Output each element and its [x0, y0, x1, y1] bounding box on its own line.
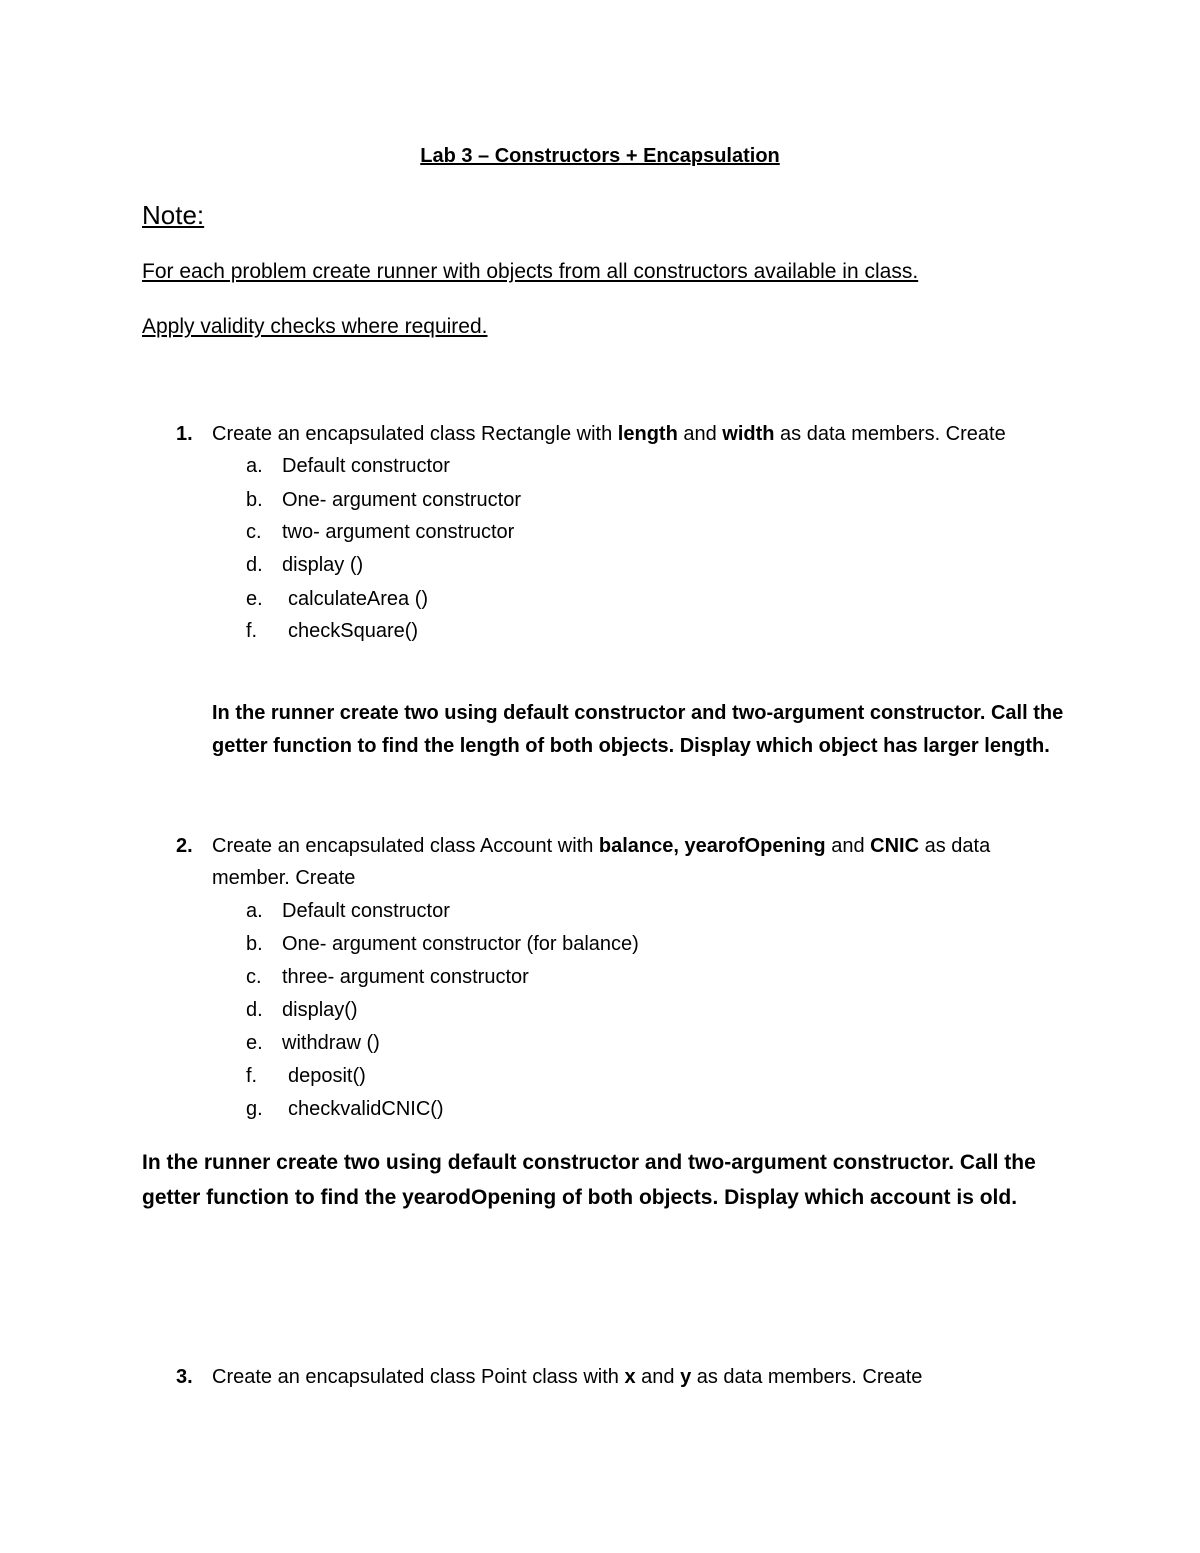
list-item: calculateArea () [288, 588, 429, 610]
list-item-letter: a. [246, 455, 263, 477]
list-item: Default constructor [282, 900, 450, 922]
intro-term-bold: yearofOpening [684, 835, 826, 857]
note-line: Apply validity checks where required. [142, 315, 488, 338]
problem-number: 2. [176, 835, 193, 857]
problem-intro-continued: member. Create [212, 867, 356, 889]
intro-text: as data [919, 835, 991, 857]
list-item-letter: b. [246, 933, 263, 955]
list-item-letter: a. [246, 900, 263, 922]
list-item: Default constructor [282, 455, 450, 477]
problem-intro [212, 1364, 922, 1390]
list-item: withdraw () [282, 1032, 380, 1054]
intro-text: Create an encapsulated class Account with [212, 835, 599, 857]
page-title: Lab 3 – Constructors + Encapsulation [420, 145, 780, 167]
list-item-letter: d. [246, 554, 263, 576]
list-item: checkvalidCNIC() [288, 1098, 444, 1120]
intro-term-bold: y [680, 1366, 692, 1388]
runner-instructions: In the runner create two using default constructor and two-argument constructor. Call the getter function to find the yearodOpening of both objects. Display which account is old. [142, 1151, 1036, 1209]
intro-text: and [635, 1366, 681, 1388]
list-item-letter: c. [246, 966, 262, 988]
list-item-letter: e. [246, 588, 263, 610]
intro-term-bold: width [722, 423, 775, 445]
list-item: three- argument constructor [282, 966, 529, 988]
problem-intro [212, 833, 990, 859]
list-item-letter: e. [246, 1032, 263, 1054]
list-item-letter: f. [246, 1065, 258, 1087]
list-item: One- argument constructor (for balance) [282, 933, 639, 955]
intro-text: as data members. Create [691, 1366, 923, 1388]
problem-number: 3. [176, 1366, 193, 1388]
intro-text: Create an encapsulated class Rectangle with [212, 423, 618, 445]
list-item-letter: c. [246, 521, 262, 543]
intro-text: and [825, 835, 871, 857]
list-item-letter: d. [246, 999, 263, 1021]
runner-instructions: In the runner create two using default constructor and two-argument constructor. Call the getter function to find the length of both objects. Display which object has larger length. [212, 702, 1064, 757]
intro-text: Create an encapsulated class Point class with [212, 1366, 625, 1388]
list-item: checkSquare() [288, 620, 419, 642]
intro-term-bold: CNIC [870, 835, 920, 857]
list-item: display() [282, 999, 358, 1021]
note-line: For each problem create runner with objects from all constructors available in class. [142, 260, 919, 283]
problem-intro [212, 421, 1006, 447]
intro-text: as data members. Create [774, 423, 1006, 445]
list-item-letter: b. [246, 489, 263, 511]
list-item: display () [282, 554, 364, 576]
intro-text: and [677, 423, 723, 445]
intro-term-bold: balance [598, 835, 674, 857]
intro-term-bold: length [617, 423, 678, 445]
list-item: One- argument constructor [282, 489, 521, 511]
list-item: deposit() [288, 1065, 366, 1087]
list-item-letter: f. [246, 620, 258, 642]
list-item-letter: g. [246, 1098, 263, 1120]
intro-term-bold: x [624, 1366, 636, 1388]
problem-number: 1. [176, 423, 193, 445]
note-heading: Note: [142, 200, 205, 230]
list-item: two- argument constructor [282, 521, 515, 543]
intro-text: , [673, 835, 685, 857]
